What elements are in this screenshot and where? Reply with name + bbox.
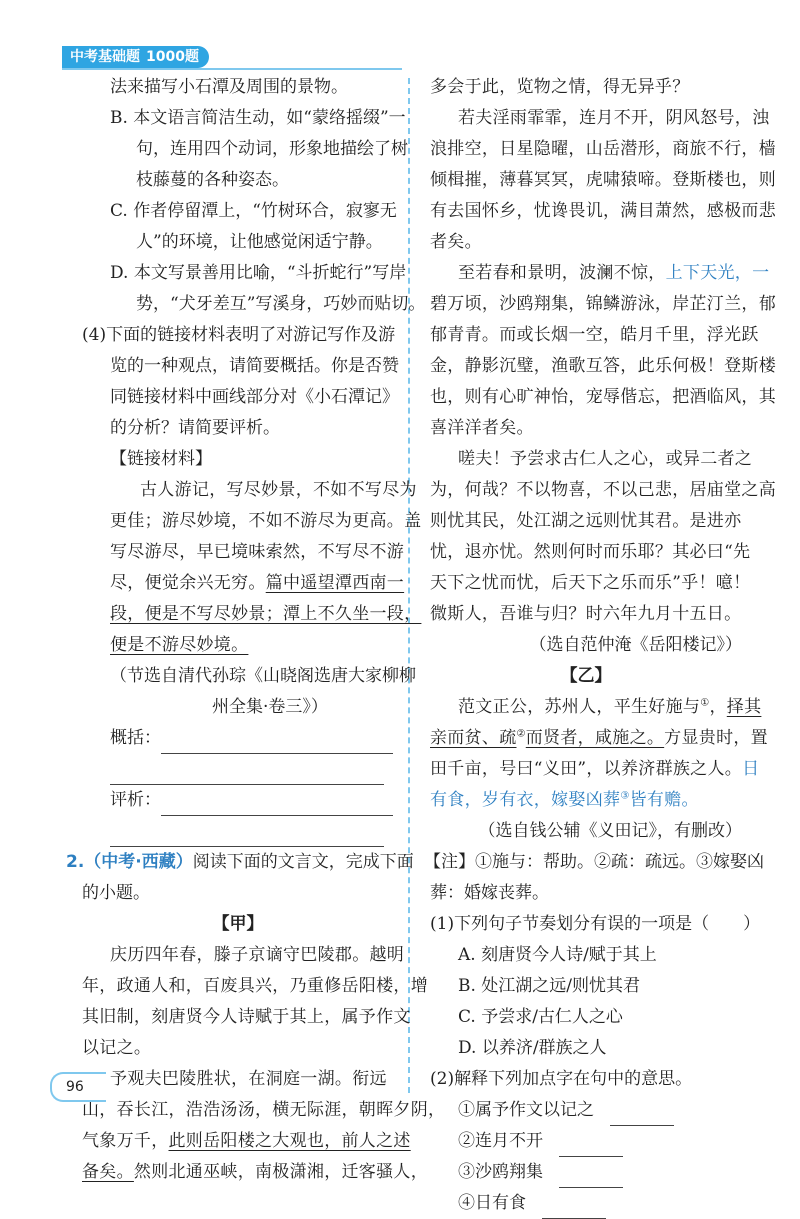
passage-line: 者矣。 bbox=[430, 232, 482, 252]
eval-answer-line-2[interactable] bbox=[110, 824, 384, 847]
highlighted-text: 皆有赡。 bbox=[629, 790, 699, 810]
underlined-text: 而贤者，咸施之。 bbox=[525, 728, 665, 748]
question-text: 阅读下面的文言文，完成下面 bbox=[192, 852, 414, 872]
definition-prompt: ③沙鸥翔集 bbox=[458, 1162, 543, 1182]
right-column bbox=[424, 72, 776, 1219]
column-divider bbox=[408, 78, 410, 1093]
passage-line: 则忧其民，处江湖之远则忧其君。是进亦 bbox=[430, 511, 742, 531]
passage-line: 有去国怀乡，忧谗畏讥，满目萧然，感极而悲 bbox=[430, 201, 776, 221]
text-line: 句，连用四个动词，形象地描绘了树 bbox=[136, 139, 408, 159]
eval-row bbox=[82, 785, 394, 816]
choice-d[interactable]: D. 以养济/群族之人 bbox=[458, 1038, 607, 1058]
page-number: 96 bbox=[50, 1072, 106, 1102]
footnote-mark: ① bbox=[700, 697, 710, 709]
subquestion-1: (1)下列句子节奏划分有误的一项是（ ） bbox=[430, 914, 761, 934]
summary-answer-line[interactable] bbox=[161, 731, 393, 754]
series-count: 1000题 bbox=[146, 49, 199, 65]
option-c: C. 作者停留潭上，“竹树环合，寂寥无 bbox=[110, 201, 397, 221]
passage-text: 范文正公，苏州人，平生好施与 bbox=[458, 697, 701, 717]
passage-text: 气象万千， bbox=[82, 1131, 169, 1151]
link-line: 写尽游尽，早已境味索然，不写尽不游 bbox=[110, 542, 405, 562]
highlighted-text: 上下天光，一 bbox=[665, 263, 770, 283]
eval-answer-line[interactable] bbox=[161, 793, 393, 816]
passage-line bbox=[430, 754, 760, 785]
underlined-line: 段，便是不写尽妙景；潭上不久坐一段， bbox=[110, 604, 422, 624]
highlighted-text: 日 bbox=[742, 759, 760, 779]
passage-line: 倾楫摧，薄暮冥冥，虎啸猿啼。登斯楼也，则 bbox=[430, 170, 776, 190]
underlined-text: 择其 bbox=[726, 697, 762, 717]
passage-line bbox=[430, 692, 762, 723]
passage-line: 金，静影沉璧，渔歌互答，此乐何极！登斯楼 bbox=[430, 356, 776, 376]
option-d: D. 本文写景善用比喻，“斗折蛇行”写岸 bbox=[110, 263, 407, 283]
notes-line: 葬：婚嫁丧葬。 bbox=[430, 883, 549, 903]
underlined-text: 篇中遥望潭西南一 bbox=[265, 573, 405, 593]
link-material-title: 【链接材料】 bbox=[110, 449, 212, 469]
passage-line bbox=[430, 723, 768, 754]
option-b: B. 本文语言简洁生动，如“蒙络摇缀”一 bbox=[110, 108, 406, 128]
source-line: （选自钱公辅《义田记》，有删改） bbox=[478, 821, 742, 841]
definition-row bbox=[430, 1095, 742, 1126]
highlighted-text: 有食，岁有衣，嫁娶凶葬 bbox=[430, 790, 621, 810]
question-2 bbox=[66, 847, 414, 878]
definition-row bbox=[430, 1157, 742, 1188]
underlined-text: 此则岳阳楼之大观也，前人之述 bbox=[168, 1131, 411, 1151]
passage-line: 忧，退亦忧。然则何时而乐耶？其必曰“先 bbox=[430, 542, 751, 562]
passage-text: 田千亩，号曰“义田”，以养济群族之人。 bbox=[430, 759, 743, 779]
series-badge bbox=[62, 46, 209, 68]
passage-line: 碧万顷，沙鸥翔集，锦鳞游泳，岸芷汀兰，郁 bbox=[430, 294, 776, 314]
passage-line: 若夫淫雨霏霏，连月不开，阴风怒号，浊 bbox=[458, 108, 770, 128]
summary-answer-line-2[interactable] bbox=[110, 762, 384, 785]
series-title: 中考基础题 bbox=[70, 49, 140, 65]
passage-jia-title: 【甲】 bbox=[212, 914, 264, 934]
passage-text: 方显贵时，置 bbox=[664, 728, 768, 748]
passage-line: 其旧制，刻唐贤今人诗赋于其上，属予作文 bbox=[82, 1007, 411, 1027]
passage-line: 微斯人，吾谁与归？时六年九月十五日。 bbox=[430, 604, 742, 624]
passage-line: 喜洋洋者矣。 bbox=[430, 418, 534, 438]
notes-line: 【注】①施与：帮助。②疏：疏远。③嫁娶凶 bbox=[424, 852, 764, 872]
passage-line: 年，政通人和，百废具兴，乃重修岳阳楼，增 bbox=[82, 976, 428, 996]
choice-c[interactable]: C. 予尝求/古仁人之心 bbox=[458, 1007, 623, 1027]
text-line: 枝藤蔓的各种姿态。 bbox=[136, 170, 289, 190]
passage-line: 为，何哉？不以物喜，不以己悲，居庙堂之高 bbox=[430, 480, 776, 500]
passage-line bbox=[430, 785, 742, 816]
passage-line: 多会于此，览物之情，得无异乎？ bbox=[430, 77, 690, 97]
question-number: 2.（中考·西藏） bbox=[66, 852, 193, 872]
summary-label: 概括： bbox=[110, 728, 161, 748]
text-line: 览的一种观点，请简要概括。你是否赞 bbox=[110, 356, 399, 376]
passage-line: 天下之忧而忧，后天下之乐而乐”乎！噫！ bbox=[430, 573, 751, 593]
summary-row bbox=[82, 723, 394, 754]
link-line bbox=[82, 630, 394, 661]
passage-text: ， bbox=[709, 697, 727, 717]
definition-answer-line[interactable] bbox=[559, 1165, 623, 1188]
question-4: (4)下面的链接材料表明了对游记写作及游 bbox=[82, 325, 396, 345]
passage-line bbox=[430, 258, 770, 289]
text-line: 的分析？请简要评析。 bbox=[110, 418, 280, 438]
passage-line: 郁青青。而或长烟一空，皓月千里，浮光跃 bbox=[430, 325, 759, 345]
definition-prompt: ②连月不开 bbox=[458, 1131, 543, 1151]
passage-line: 庆历四年春，滕子京谪守巴陵郡。越明 bbox=[110, 945, 405, 965]
definition-answer-line[interactable] bbox=[610, 1103, 674, 1126]
source-line: 州全集·卷三》） bbox=[212, 697, 328, 717]
header-rule bbox=[62, 68, 402, 70]
passage-line: 浪排空，日星隐曜，山岳潜形，商旅不行，樯 bbox=[430, 139, 776, 159]
passage-text: 至若春和景明，波澜不惊， bbox=[458, 263, 666, 283]
link-line: 古人游记，写尽妙景，不如不写尽为 bbox=[140, 480, 417, 500]
link-line: 更佳；游尽妙境，不如不游尽为更高。盖 bbox=[110, 511, 422, 531]
text-line: 人”的环境，让他感觉闲适宁静。 bbox=[136, 232, 383, 252]
link-line bbox=[82, 568, 405, 599]
passage-line: 山，吞长江，浩浩汤汤，横无际涯，朝晖夕阴， bbox=[82, 1100, 446, 1120]
text-line: 势，“犬牙差互”写溪身，巧妙而贴切。 bbox=[136, 294, 426, 314]
source-line: （节选自清代孙琮《山晓阁选唐大家柳柳 bbox=[110, 666, 416, 686]
passage-line: 也，则有心旷神怡，宠辱偕忘，把酒临风，其 bbox=[430, 387, 776, 407]
definition-row bbox=[430, 1188, 742, 1219]
subquestion-2: (2)解释下列加点字在句中的意思。 bbox=[430, 1069, 693, 1089]
underlined-text: 备矣。 bbox=[82, 1162, 134, 1182]
eval-label: 评析： bbox=[110, 790, 161, 810]
text-line: 法来描写小石潭及周围的景物。 bbox=[110, 77, 348, 97]
footnote-mark: ③ bbox=[620, 790, 630, 802]
answer-row bbox=[82, 754, 394, 785]
text-line: 的小题。 bbox=[82, 883, 150, 903]
footnote-mark: ② bbox=[516, 728, 526, 740]
text-line: 同链接材料中画线部分对《小石潭记》 bbox=[110, 387, 399, 407]
passage-text: 然则北通巫峡，南极潇湘，迁客骚人， bbox=[133, 1162, 429, 1182]
underlined-text: 亲而贫、疏 bbox=[430, 728, 517, 748]
definition-prompt: ①属予作文以记之 bbox=[458, 1100, 594, 1120]
definition-prompt: ④日有食 bbox=[458, 1193, 526, 1213]
definition-answer-line[interactable] bbox=[542, 1196, 606, 1219]
link-text: 尽，便觉余兴无穷。 bbox=[110, 573, 266, 593]
passage-line bbox=[82, 1157, 429, 1188]
passage-line: 以记之。 bbox=[82, 1038, 152, 1058]
source-line: （选自范仲淹《岳阳楼记》） bbox=[529, 635, 742, 655]
choice-a[interactable]: A. 刻唐贤今人诗/赋于其上 bbox=[458, 945, 657, 965]
definition-answer-line[interactable] bbox=[559, 1134, 623, 1157]
passage-line: 嗟夫！予尝求古仁人之心，或异二者之 bbox=[458, 449, 753, 469]
passage-line: 予观夫巴陵胜状，在洞庭一湖。衔远 bbox=[110, 1069, 387, 1089]
underlined-text: 便是不游尽妙境。 bbox=[110, 635, 249, 655]
passage-yi-title: 【乙】 bbox=[560, 666, 612, 686]
answer-row bbox=[82, 816, 394, 847]
choice-b[interactable]: B. 处江湖之远/则忧其君 bbox=[458, 976, 641, 996]
